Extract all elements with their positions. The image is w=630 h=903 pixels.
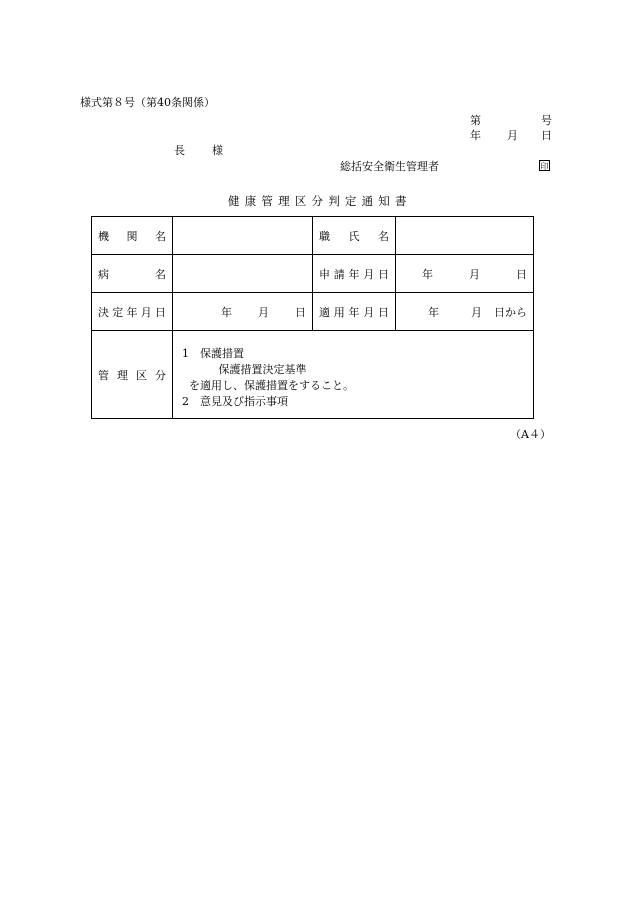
document-title: 健康管理区分判定通知書 <box>228 194 412 208</box>
issue-date-day: 日 <box>541 129 552 142</box>
decision-day: 日 <box>295 305 306 319</box>
table-row <box>92 331 534 419</box>
effective-day: 日から <box>494 305 527 319</box>
effective-year: 年 <box>428 305 439 319</box>
apply-date-value[interactable] <box>396 255 534 293</box>
disease-value[interactable] <box>173 255 313 293</box>
notice-table <box>91 216 534 419</box>
category-label: 管理区分 <box>92 331 173 419</box>
effective-month: 月 <box>471 305 482 319</box>
name-value[interactable] <box>396 217 534 255</box>
effective-date-label: 適用年月日 <box>313 293 396 331</box>
apply-date-label: 申請年月日 <box>313 255 396 293</box>
decision-date-value[interactable] <box>173 293 313 331</box>
decision-month: 月 <box>258 305 269 319</box>
name-label: 職氏名 <box>313 217 396 255</box>
document-number-prefix: 第 <box>470 114 481 127</box>
note-1: 1 保護措置 <box>182 347 244 360</box>
addressee: 長 様 <box>174 144 231 157</box>
form-number: 様式第８号（第40条関係） <box>80 96 215 109</box>
table-row <box>92 255 534 293</box>
apply-month: 月 <box>469 267 480 281</box>
category-value[interactable] <box>173 331 534 419</box>
issue-date-month: 月 <box>507 129 518 142</box>
table-row <box>92 217 534 255</box>
effective-date-value[interactable] <box>396 293 534 331</box>
org-label: 機関名 <box>92 217 173 255</box>
document-number-suffix: 号 <box>541 114 552 127</box>
seal-mark: 印 <box>540 162 549 171</box>
apply-day: 日 <box>516 267 527 281</box>
issue-date-year: 年 <box>470 129 481 142</box>
note-1a: 保護措置決定基準 <box>204 363 307 376</box>
decision-year: 年 <box>221 305 232 319</box>
disease-label: 病名 <box>92 255 173 293</box>
note-2: 2 意見及び指示事項 <box>182 395 288 408</box>
apply-year: 年 <box>422 267 433 281</box>
table-row <box>92 293 534 331</box>
paper-size-note: （A４） <box>510 428 551 441</box>
sender-title: 総括安全衛生管理者 <box>340 160 439 173</box>
org-value[interactable] <box>173 217 313 255</box>
note-1b: を適用し、保護措置をすること。 <box>189 379 354 392</box>
decision-date-label: 決定年月日 <box>92 293 173 331</box>
